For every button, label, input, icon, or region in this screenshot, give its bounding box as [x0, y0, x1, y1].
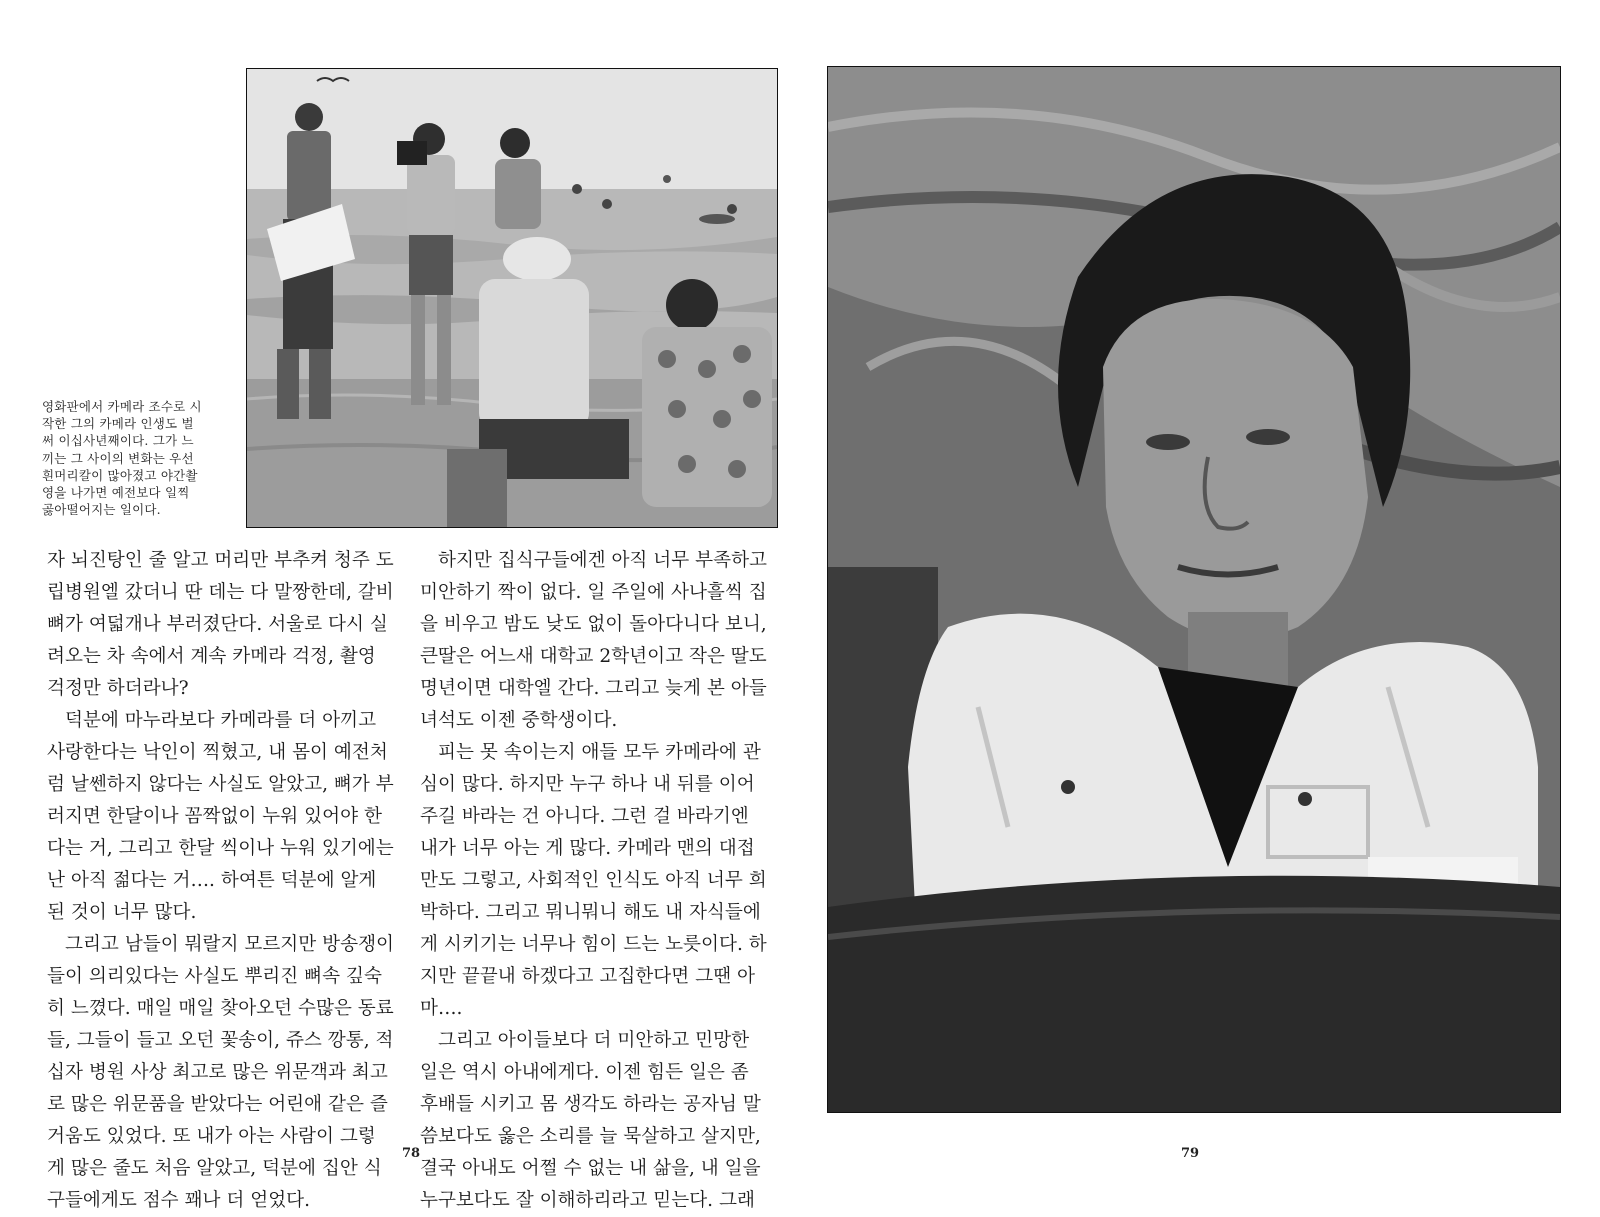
body-text-line: 녀석도 이젠 중학생이다.	[420, 710, 618, 731]
body-text-line: 러지면 한달이나 꼼짝없이 누워 있어야 한	[47, 806, 382, 827]
body-text-line: 들이 의리있다는 사실도 뿌리진 뼈속 깊숙	[47, 966, 382, 987]
body-text-line: 히 느꼈다. 매일 매일 찾아오던 수많은 동료	[47, 998, 394, 1019]
page-number-left: 78	[402, 1146, 421, 1161]
body-text-line: 덕분에 마누라보다 카메라를 더 아끼고	[65, 710, 377, 731]
body-text-line: 피는 못 속이는지 애들 모두 카메라에 관	[438, 742, 761, 763]
body-text-line: 박하다. 그리고 뭐니뭐니 해도 내 자식들에	[420, 902, 761, 923]
body-text-line: 구들에게도 점수 꽤나 더 얻었다.	[47, 1190, 311, 1211]
body-text-line: 려오는 차 속에서 계속 카메라 걱정, 촬영	[47, 646, 376, 667]
body-text-line: 거움도 있었다. 또 내가 아는 사람이 그렇	[47, 1126, 376, 1147]
body-text-line: 게 많은 줄도 처음 알았고, 덕분에 집안 식	[47, 1158, 382, 1179]
body-text-line: 큰딸은 어느새 대학교 2학년이고 작은 딸도	[420, 646, 767, 667]
portrait-photo	[827, 66, 1561, 1113]
body-text-line: 내가 너무 아는 게 많다. 카메라 맨의 대접	[420, 838, 755, 859]
caption-line: 작한 그의 카메라 인생도 벌	[42, 416, 194, 432]
body-text-line: 다는 거, 그리고 한달 씩이나 누워 있기에는	[47, 838, 394, 859]
body-text-line: 난 아직 젊다는 거…. 하여튼 덕분에 알게	[47, 870, 377, 891]
caption-line: 영을 나가면 예전보다 일찍	[42, 485, 190, 501]
body-text-line: 걱정만 하더라나?	[47, 678, 189, 699]
body-text-line: 그리고 남들이 뭐랄지 모르지만 방송쟁이	[65, 934, 394, 955]
body-text-line: 후배들 시키고 몸 생각도 하라는 공자님 말	[420, 1094, 761, 1115]
body-column-2	[420, 545, 782, 1217]
body-text-line: 주길 바라는 건 아니다. 그런 걸 바라기엔	[420, 806, 749, 827]
body-text-line: 명년이면 대학엘 간다. 그리고 늦게 본 아들	[420, 678, 767, 699]
body-text-line: 럼 날쎈하지 않다는 사실도 알았고, 뼈가 부	[47, 774, 394, 795]
body-text-line: 들, 그들이 들고 오던 꽃송이, 쥬스 깡통, 적	[47, 1030, 394, 1051]
body-text-line: 그리고 아이들보다 더 미안하고 민망한	[438, 1030, 750, 1051]
body-text-line: 게 시키기는 너무나 힘이 드는 노릇이다. 하	[420, 934, 767, 955]
body-text-line: 자 뇌진탕인 줄 알고 머리만 부추켜 청주 도	[47, 550, 394, 571]
body-text-line: 마….	[420, 998, 463, 1019]
caption-line: 써 이십사년째이다. 그가 느	[42, 433, 194, 449]
body-text-line: 을 비우고 밤도 낮도 없이 돌아다니다 보니,	[420, 614, 767, 635]
body-text-line: 사랑한다는 낙인이 찍혔고, 내 몸이 예전처	[47, 742, 388, 763]
body-text-line: 십자 병원 사상 최고로 많은 위문객과 최고	[47, 1062, 388, 1083]
caption-line: 곯아떨어지는 일이다.	[42, 502, 161, 518]
body-text-line: 심이 많다. 하지만 누구 하나 내 뒤를 이어	[420, 774, 755, 795]
caption-line: 흰머리칼이 많아졌고 야간촬	[42, 467, 198, 483]
body-column-1	[47, 545, 405, 1217]
photo-caption	[42, 398, 240, 518]
body-text-line: 만도 그렇고, 사회적인 인식도 아직 너무 희	[420, 870, 767, 891]
caption-line: 끼는 그 사이의 변화는 우선	[42, 450, 194, 466]
body-text-line: 로 많은 위문품을 받았다는 어린애 같은 즐	[47, 1094, 388, 1115]
page-number-right: 79	[1181, 1146, 1200, 1161]
body-text-line: 미안하기 짝이 없다. 일 주일에 사나흘씩 집	[420, 582, 767, 603]
body-text-line: 일은 역시 아내에게다. 이젠 힘든 일은 좀	[420, 1062, 749, 1083]
body-text-line: 지만 끝끝내 하겠다고 고집한다면 그땐 아	[420, 966, 755, 987]
body-text-line: 된 것이 너무 많다.	[47, 902, 197, 923]
body-text-line: 씀보다도 옳은 소리를 늘 묵살하고 살지만,	[420, 1126, 761, 1147]
body-text-line: 결국 아내도 어쩔 수 없는 내 삶을, 내 일을	[420, 1158, 761, 1179]
body-text-line: 뼈가 여덟개나 부러졌단다. 서울로 다시 실	[47, 614, 388, 635]
body-text-line: 누구보다도 잘 이해하리라고 믿는다. 그래	[420, 1190, 755, 1211]
caption-line: 영화판에서 카메라 조수로 시	[42, 399, 202, 414]
body-text-line: 하지만 집식구들에겐 아직 너무 부족하고	[438, 550, 767, 571]
body-text-line: 립병원엘 갔더니 딴 데는 다 말짱한데, 갈비	[47, 582, 394, 603]
beach-film-crew-photo	[246, 68, 778, 528]
